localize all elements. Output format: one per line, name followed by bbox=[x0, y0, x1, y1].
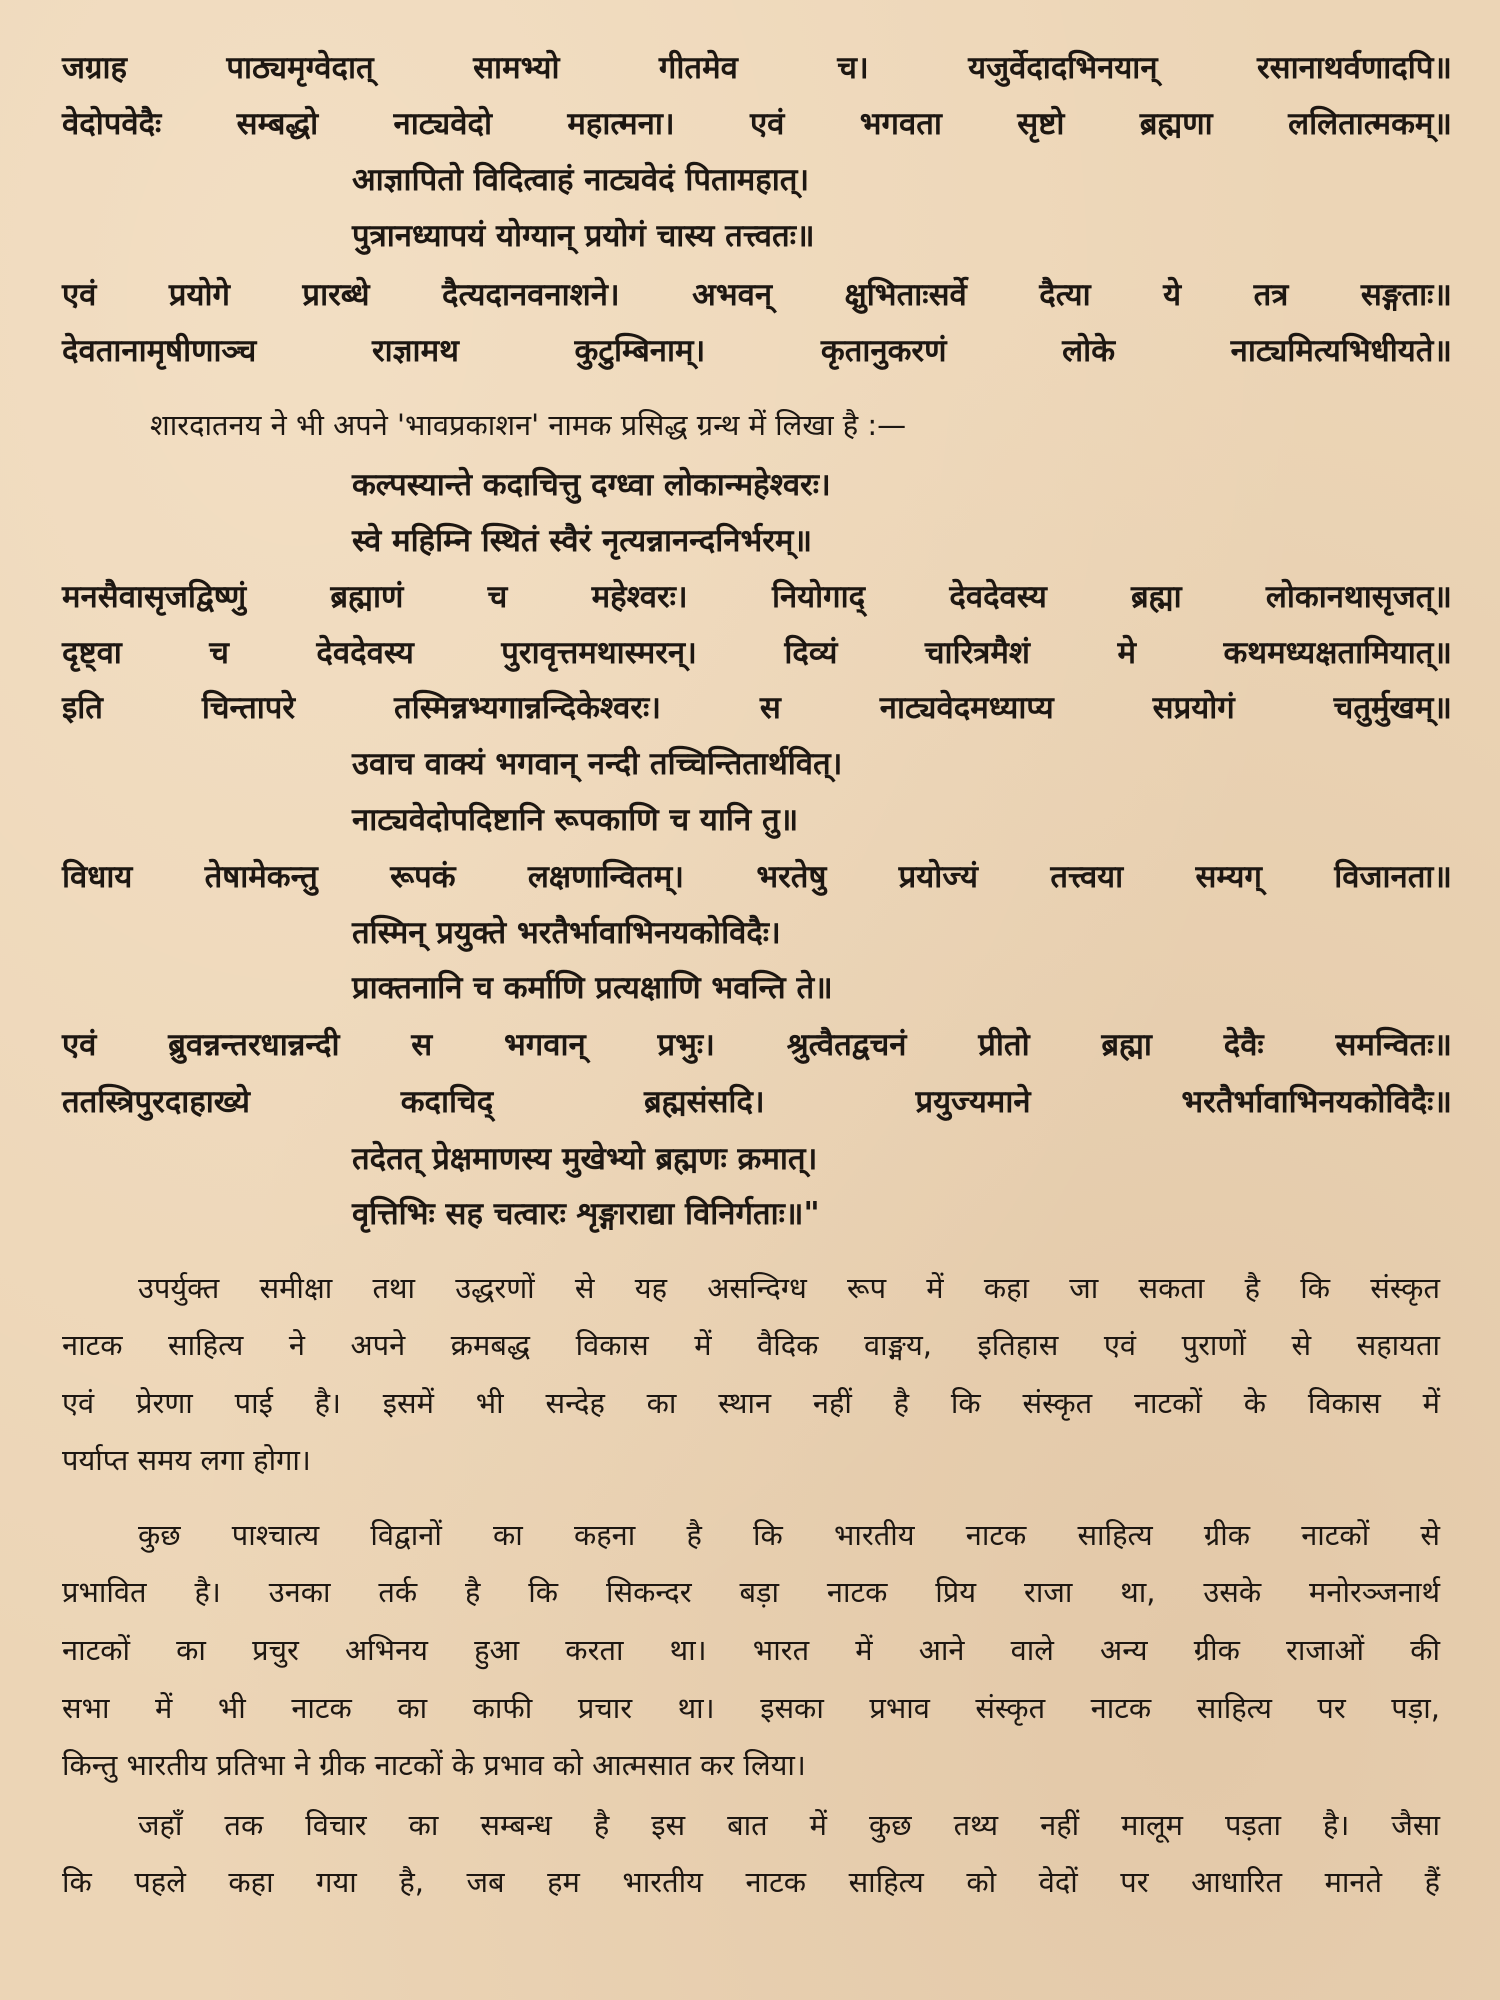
verse-line: प्राक्तनानि च कर्माणि प्रत्यक्षाणि भवन्ति ते॥ bbox=[352, 970, 833, 1006]
intro-line: शारदातनय ने भी अपने 'भावप्रकाशन' नामक प्रसिद्ध ग्रन्थ में लिखा है :— bbox=[150, 408, 907, 442]
verse-line: देवतानामृषीणाञ्च राज्ञामथ कुटुम्बिनाम्। कृतानुकरणं लोके नाट्यमित्यभिधीयते॥ bbox=[62, 333, 1452, 369]
verse-line: उवाच वाक्यं भगवान् नन्दी तच्चिन्तितार्थवित्। bbox=[352, 746, 843, 782]
verse-line: विधाय तेषामेकन्तु रूपकं लक्षणान्वितम्। भरतेषु प्रयोज्यं तत्त्वया सम्यग् विजानता॥ bbox=[62, 859, 1452, 895]
paragraph-line: सभा में भी नाटक का काफी प्रचार था। इसका प्रभाव संस्कृत नाटक साहित्य पर पड़ा, bbox=[62, 1691, 1440, 1725]
paragraph-line: एवं प्रेरणा पाई है। इसमें भी सन्देह का स्थान नहीं है कि संस्कृत नाटकों के विकास में bbox=[62, 1386, 1440, 1420]
paragraph-line: जहाँ तक विचार का सम्बन्ध है इस बात में कुछ तथ्य नहीं मालूम पड़ता है। जैसा bbox=[138, 1808, 1440, 1842]
paragraph-line: नाटकों का प्रचुर अभिनय हुआ करता था। भारत में आने वाले अन्य ग्रीक राजाओं की bbox=[62, 1633, 1440, 1667]
verse-line: इति चिन्तापरे तस्मिन्नभ्यगान्नन्दिकेश्वरः। स नाट्यवेदमध्याप्य सप्रयोगं चतुर्मुखम्॥ bbox=[62, 690, 1452, 726]
paragraph-line: उपर्युक्त समीक्षा तथा उद्धरणों से यह असन्दिग्ध रूप में कहा जा सकता है कि संस्कृत bbox=[138, 1271, 1440, 1305]
verse-line: जग्राह पाठ्यमृग्वेदात् सामभ्यो गीतमेव च। यजुर्वेदादभिनयान् रसानाथर्वणादपि॥ bbox=[62, 50, 1452, 86]
verse-line: ततस्त्रिपुरदाहाख्ये कदाचिद् ब्रह्मसंसदि। प्रयुज्यमाने भरतैर्भावाभिनयकोविदैः॥ bbox=[62, 1084, 1452, 1120]
paragraph-line: नाटक साहित्य ने अपने क्रमबद्ध विकास में वैदिक वाङ्मय, इतिहास एवं पुराणों से सहायता bbox=[62, 1328, 1440, 1362]
verse-line: वेदोपवेदैः सम्बद्धो नाट्यवेदो महात्मना। एवं भगवता सृष्टो ब्रह्मणा ललितात्मकम्॥ bbox=[62, 106, 1452, 142]
verse-line: आज्ञापितो विदित्वाहं नाट्यवेदं पितामहात्। bbox=[352, 162, 810, 198]
verse-line: मनसैवासृजद्विष्णुं ब्रह्माणं च महेश्वरः। नियोगाद् देवदेवस्य ब्रह्मा लोकानथासृजत्॥ bbox=[62, 579, 1452, 615]
paragraph-line: किन्तु भारतीय प्रतिभा ने ग्रीक नाटकों के प्रभाव को आत्मसात कर लिया। bbox=[62, 1748, 806, 1782]
verse-line: स्वे महिम्नि स्थितं स्वैरं नृत्यन्नानन्दनिर्भरम्॥ bbox=[352, 523, 813, 559]
verse-line: एवं ब्रुवन्नन्तरधान्नन्दी स भगवान् प्रभुः। श्रुत्वैतद्वचनं प्रीतो ब्रह्मा देवैः समन्वितः॥ bbox=[62, 1027, 1452, 1063]
verse-line: तदेतत् प्रेक्षमाणस्य मुखेभ्यो ब्रह्मणः क्रमात्। bbox=[352, 1141, 818, 1177]
verse-line: कल्पस्यान्ते कदाचित्तु दग्ध्वा लोकान्महेश्वरः। bbox=[352, 467, 831, 503]
verse-line: एवं प्रयोगे प्रारब्धे दैत्यदानवनाशने। अभवन् क्षुभिताःसर्वे दैत्या ये तत्र सङ्गताः॥ bbox=[62, 277, 1452, 313]
paragraph-line: कि पहले कहा गया है, जब हम भारतीय नाटक साहित्य को वेदों पर आधारित मानते हैं bbox=[62, 1865, 1440, 1899]
verse-line: तस्मिन् प्रयुक्ते भरतैर्भावाभिनयकोविदैः। bbox=[352, 915, 781, 951]
paragraph-line: प्रभावित है। उनका तर्क है कि सिकन्दर बड़ा नाटक प्रिय राजा था, उसके मनोरञ्जनार्थ bbox=[62, 1575, 1440, 1609]
verse-line: नाट्यवेदोपदिष्टानि रूपकाणि च यानि तु॥ bbox=[352, 802, 799, 838]
verse-line: वृत्तिभिः सह चत्वारः शृङ्गाराद्या विनिर्गताः॥" bbox=[352, 1196, 820, 1232]
verse-line: पुत्रानध्यापयं योग्यान् प्रयोगं चास्य तत्त्वतः॥ bbox=[352, 218, 815, 254]
verse-line: दृष्ट्वा च देवदेवस्य पुरावृत्तमथास्मरन्। दिव्यं चारित्रमैशं मे कथमध्यक्षतामियात्॥ bbox=[62, 635, 1452, 671]
paragraph-line: पर्याप्त समय लगा होगा। bbox=[62, 1443, 311, 1477]
paragraph-line: कुछ पाश्चात्य विद्वानों का कहना है कि भारतीय नाटक साहित्य ग्रीक नाटकों से bbox=[138, 1518, 1440, 1552]
